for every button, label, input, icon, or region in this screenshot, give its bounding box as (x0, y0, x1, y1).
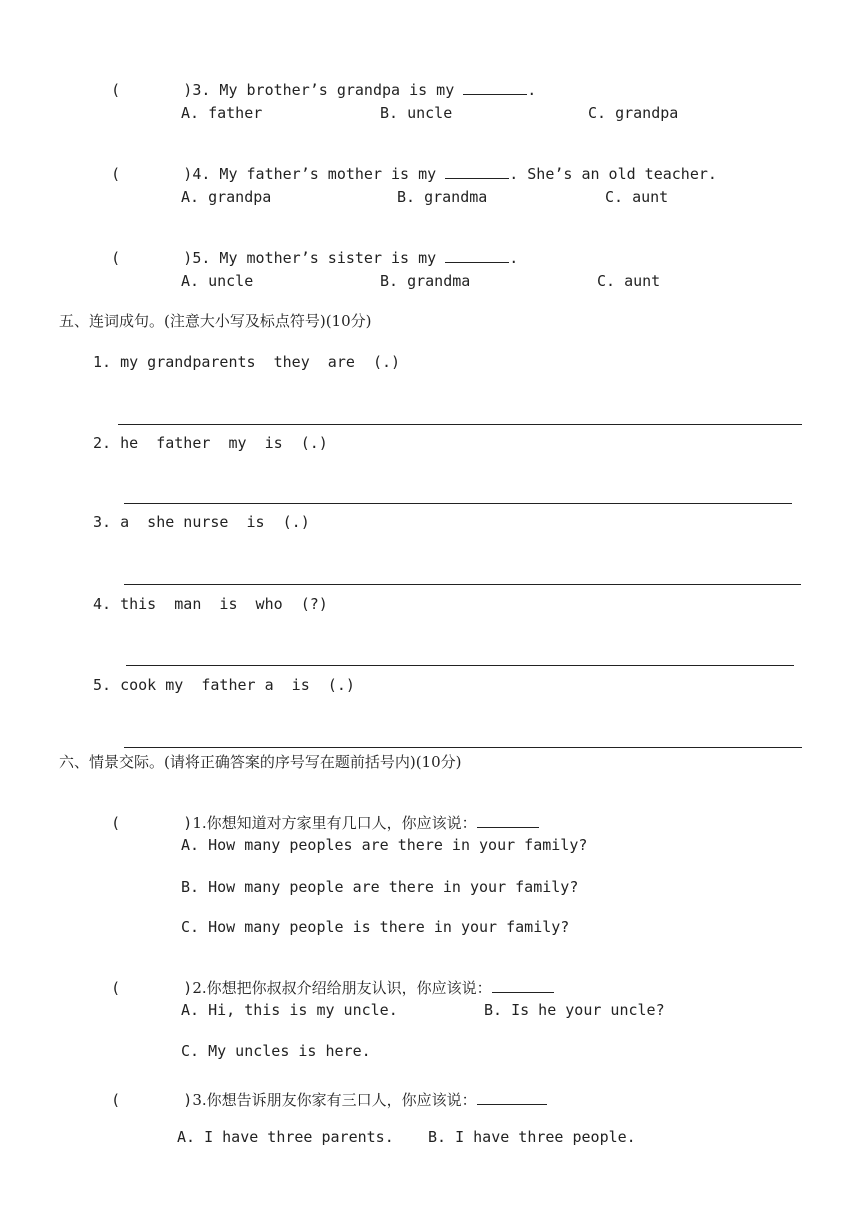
option-b[interactable]: B. uncle (380, 104, 453, 122)
answer-blank[interactable] (477, 1090, 547, 1105)
answer-paren[interactable]: ( ) (111, 979, 193, 997)
question-stem: 3.你想告诉朋友你家有三口人，你应该说： (192, 1091, 477, 1109)
answer-line-5[interactable] (124, 747, 802, 748)
section-6-heading: 六、情景交际。(请将正确答案的序号写在题前括号内)(10分) (59, 753, 462, 771)
question-6-1 (93, 795, 539, 832)
section-5-heading: 五、连词成句。(注意大小写及标点符号)(10分) (59, 312, 372, 330)
question-6-3 (93, 1072, 547, 1109)
question-stem: 1.你想知道对方家里有几口人，你应该说： (192, 814, 477, 832)
answer-blank[interactable] (463, 80, 527, 95)
option-c[interactable]: C. grandpa (588, 104, 679, 122)
option-c[interactable]: C. aunt (605, 188, 669, 206)
answer-blank[interactable] (492, 978, 554, 993)
option-c[interactable]: C. My uncles is here. (181, 1042, 371, 1060)
answer-paren[interactable]: ( ) (111, 81, 193, 99)
answer-line-2[interactable] (124, 503, 792, 504)
answer-paren[interactable]: ( ) (111, 1091, 193, 1109)
option-a[interactable]: A. father (181, 104, 263, 122)
option-a[interactable]: A. Hi, this is my uncle. (181, 1001, 398, 1019)
option-b[interactable]: B. grandma (380, 272, 471, 290)
option-a[interactable]: A. How many peoples are there in your family? (181, 836, 588, 854)
option-b[interactable]: B. Is he your uncle? (484, 1001, 665, 1019)
answer-paren[interactable]: ( ) (111, 814, 193, 832)
question-stem: 2.你想把你叔叔介绍给朋友认识，你应该说： (192, 979, 492, 997)
question-4-3: ( )3. My brother’s grandpa is my . (111, 81, 537, 99)
option-c[interactable]: C. How many people is there in your family? (181, 918, 570, 936)
answer-blank[interactable] (477, 813, 539, 828)
option-b[interactable]: B. grandma (397, 188, 488, 206)
answer-paren[interactable]: ( ) (111, 165, 193, 183)
answer-line-3[interactable] (124, 584, 801, 585)
answer-blank[interactable] (445, 164, 509, 179)
answer-blank[interactable] (445, 248, 509, 263)
option-a[interactable]: A. grandpa (181, 188, 272, 206)
answer-line-1[interactable] (118, 424, 802, 425)
question-4-5: ( )5. My mother’s sister is my . (111, 249, 519, 267)
sentence-scramble-4: 4. this man is who (?) (93, 595, 328, 613)
option-c[interactable]: C. aunt (597, 272, 661, 290)
question-stem: 3. My brother’s grandpa is my (192, 81, 464, 99)
question-stem: 5. My mother’s sister is my (192, 249, 446, 267)
answer-line-4[interactable] (126, 665, 794, 666)
option-a[interactable]: A. uncle (181, 272, 254, 290)
option-b[interactable]: B. How many people are there in your family? (181, 878, 579, 896)
sentence-scramble-5: 5. cook my father a is (.) (93, 676, 355, 694)
question-6-2 (93, 960, 554, 997)
question-4-4: ( )4. My father’s mother is my . She’s an old teacher. (111, 165, 717, 183)
sentence-scramble-3: 3. a she nurse is (.) (93, 513, 310, 531)
option-b[interactable]: B. I have three people. (428, 1128, 636, 1146)
option-a[interactable]: A. I have three parents. (177, 1128, 394, 1146)
question-stem: 4. My father’s mother is my (192, 165, 446, 183)
sentence-scramble-1: 1. my grandparents they are (.) (93, 353, 401, 371)
sentence-scramble-2: 2. he father my is (.) (93, 434, 328, 452)
answer-paren[interactable]: ( ) (111, 249, 193, 267)
